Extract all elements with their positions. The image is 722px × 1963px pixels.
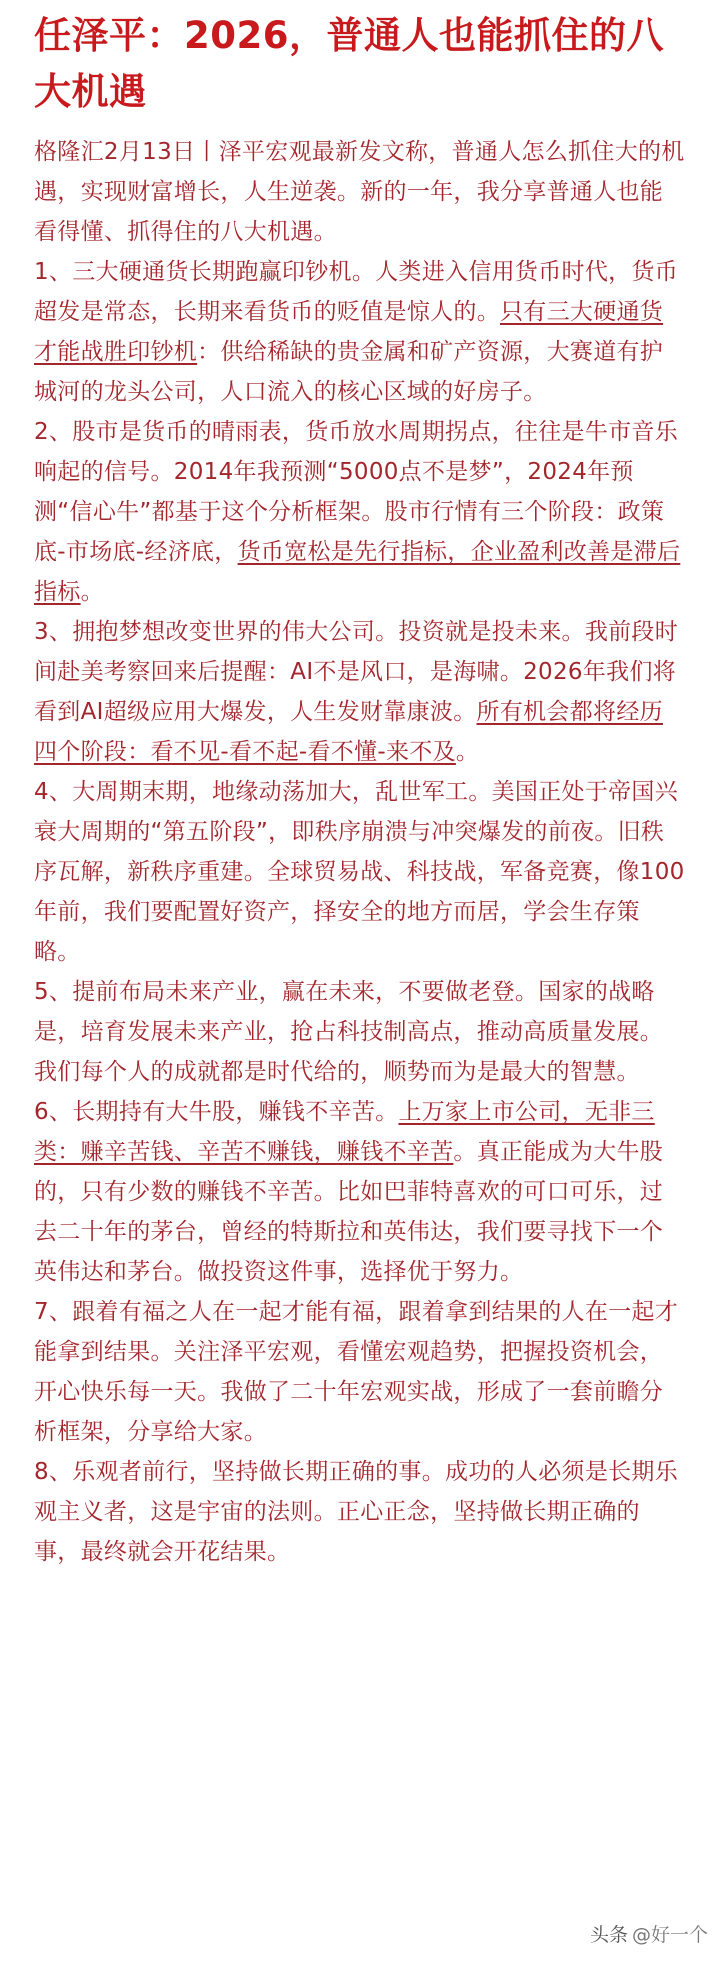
point-paragraph: 6、长期持有大牛股，赚钱不辛苦。上万家上市公司，无非三类：赚辛苦钱、辛苦不赚钱，赚钱不辛苦。真正能成为大牛股的，只有少数的赚钱不辛苦。比如巴菲特喜欢的可口可乐，过去二十年的茅台，曾经的特斯拉和英伟达，我们要寻找下一个英伟达和茅台。做投资这件事，选择优于努力。: [34, 1099, 664, 1285]
point-paragraph: 1、三大硬通货长期跑赢印钞机。人类进入信用货币时代，货币超发是常态，长期来看货币的贬值是惊人的。只有三大硬通货才能战胜印钞机：供给稀缺的贵金属和矿产资源，大赛道有护城河的龙头公司，人口流入的核心区域的好房子。: [34, 259, 679, 405]
point-paragraph: 7、跟着有福之人在一起才能有福，跟着拿到结果的人在一起才能拿到结果。关注泽平宏观，看懂宏观趋势，把握投资机会，开心快乐每一天。我做了二十年宏观实战，形成了一套前瞻分析框架，分享给大家。: [34, 1299, 679, 1445]
point-highlight: 只有三大硬通货才能战胜印钞机: [34, 299, 664, 365]
point-paragraph: 3、拥抱梦想改变世界的伟大公司。投资就是投未来。我前段时间赴美考察回来后提醒：AI不是风口，是海啸。2026年我们将看到AI超级应用大爆发，人生发财靠康波。所有机会都将经历四个阶段：看不见-看不起-看不懂-来不及。: [34, 619, 679, 765]
watermark-site: 头条: [589, 1924, 628, 1946]
watermark: [586, 1918, 712, 1949]
article-title: 任泽平：2026，普通人也能抓住的八大机遇: [34, 14, 664, 113]
point-paragraph: 4、大周期末期，地缘动荡加大，乱世军工。美国正处于帝国兴衰大周期的“第五阶段”，即秩序崩溃与冲突爆发的前夜。旧秩序瓦解，新秩序重建。全球贸易战、科技战，军备竞赛，像100年前，我们要配置好资产，择安全的地方而居，学会生存策略。: [34, 779, 685, 965]
points-list: [34, 252, 686, 1572]
point-highlight: 上万家上市公司，无非三类：赚辛苦钱、辛苦不赚钱，赚钱不辛苦: [34, 1099, 655, 1165]
article: [34, 8, 686, 1572]
point-paragraph: 2、股市是货币的晴雨表，货币放水周期拐点，往往是牛市音乐响起的信号。2014年我预测“5000点不是梦”，2024年预测“信心牛”都基于这个分析框架。股市行情有三个阶段：政策底-市场底-经济底，货币宽松是先行指标，企业盈利改善是滞后指标。: [34, 419, 681, 605]
point-highlight: 所有机会都将经历四个阶段：看不见-看不起-看不懂-来不及: [34, 699, 663, 765]
point-highlight: 货币宽松是先行指标，企业盈利改善是滞后指标: [34, 539, 681, 605]
article-intro: 格隆汇2月13日丨泽平宏观最新发文称，普通人怎么抓住大的机遇，实现财富增长，人生逆袭。新的一年，我分享普通人也能看得懂、抓得住的八大机遇。: [34, 139, 685, 245]
watermark-handle: @好一个: [631, 1924, 708, 1946]
point-paragraph: 5、提前布局未来产业，赢在未来，不要做老登。国家的战略是，培育发展未来产业，抢占科技制高点，推动高质量发展。我们每个人的成就都是时代给的，顺势而为是最大的智慧。: [34, 979, 664, 1085]
point-paragraph: 8、乐观者前行，坚持做长期正确的事。成功的人必须是长期乐观主义者，这是宇宙的法则。正心正念，坚持做长期正确的事，最终就会开花结果。: [34, 1459, 679, 1565]
